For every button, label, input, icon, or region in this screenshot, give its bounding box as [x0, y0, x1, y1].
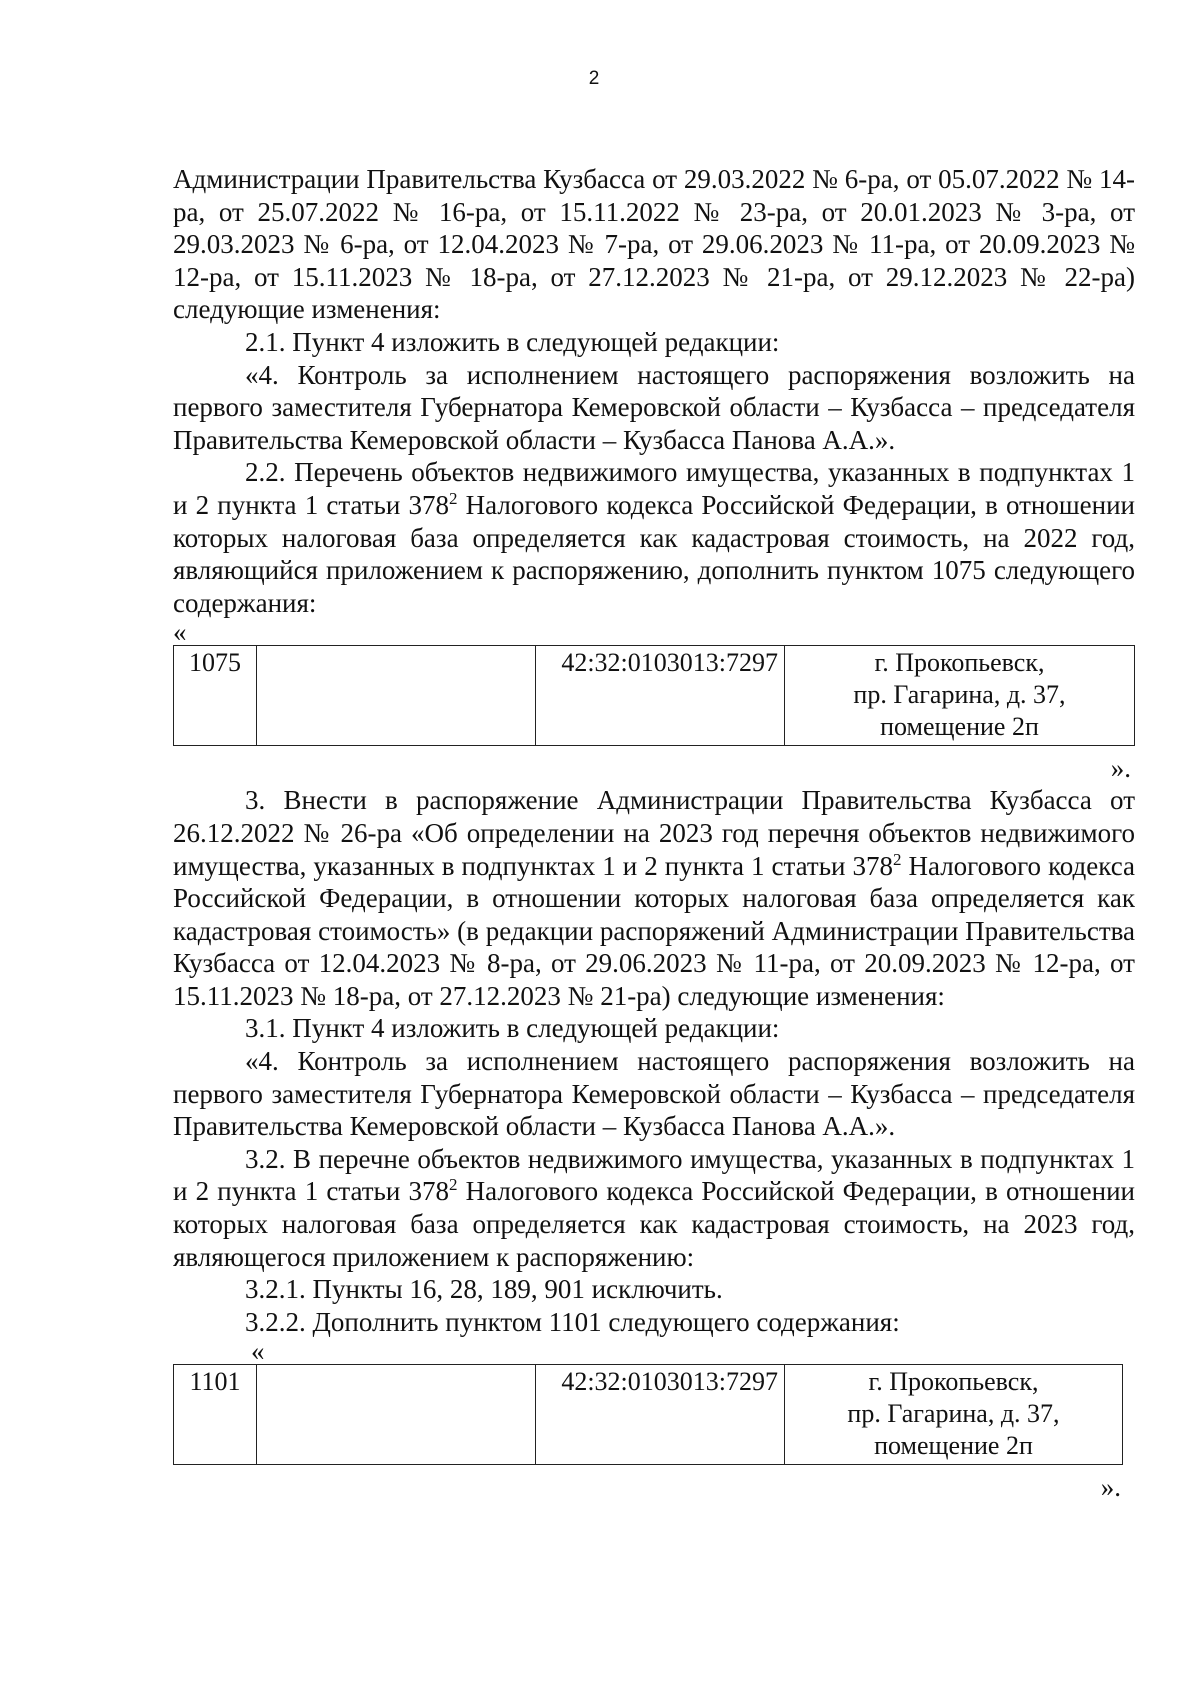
cell-number: 1075 [174, 646, 257, 746]
address-line: г. Прокопьевск, [868, 1367, 1039, 1397]
page-number: 2 [588, 68, 600, 89]
paragraph-3-1: 3.1. Пункт 4 изложить в следующей редакции: [245, 1013, 780, 1044]
address-line: пр. Гагарина, д. 37, [853, 680, 1066, 710]
quote-open-1: « [173, 617, 187, 648]
paragraph-3-2 [173, 1143, 1135, 1273]
paragraph-3-2-1: 3.2.1. Пункты 16, 28, 189, 901 исключить. [245, 1274, 723, 1305]
paragraph-amendments-intro: Администрации Правительства Кузбасса от 29.03.2022 № 6-ра, от 05.07.2022 № 14-ра, от 25.07.2022 № 16-ра, от 15.11.2022 № 23-ра, от 20.01.2023 № 3-ра, от 29.03.2023 № 6-ра, от 12.04.2023 № 7-ра, от 29.06.2023 № 11-ра, от 20.09.2023 № 12-ра, от 15.11.2023 № 18-ра, от 27.12.2023 № 21-ра, от 29.12.2023 № 22-ра) следующие изменения: [173, 164, 1135, 325]
address-line: помещение 2п [874, 1431, 1033, 1461]
paragraph-3-2-2: 3.2.2. Дополнить пунктом 1101 следующего содержания: [245, 1306, 900, 1337]
paragraph-3-1-quote: «4. Контроль за исполнением настоящего распоряжения возложить на первого заместителя Губернатора Кемеровской области – Кузбасса – председателя Правительства Кемеровской области – Кузбасса Панова А.А.». [173, 1046, 1135, 1142]
paragraph-2-2-sup: 2 [448, 488, 458, 508]
cell-cadastral: 42:32:0103013:7297 [536, 1365, 785, 1465]
paragraph-3-text-a: 3. Внести в распоряжение Администрации Правительства Кузбасса от 26.12.2022 № 26-ра «Об определении на 2023 год перечня объектов недвижимого имущества, указанных в подпунктах 1 и 2 пункта 1 статьи 378 [173, 785, 1135, 881]
table-item-1075 [173, 645, 1135, 746]
paragraph-3-sup: 2 [892, 849, 902, 869]
address-line: пр. Гагарина, д. 37, [847, 1399, 1060, 1429]
paragraph-2-1: 2.1. Пункт 4 изложить в следующей редакции: [245, 326, 780, 357]
quote-open-2: « [251, 1336, 265, 1367]
address-line: г. Прокопьевск, [874, 648, 1045, 678]
quote-close-2: ». [1100, 1472, 1121, 1503]
cell-number: 1101 [174, 1365, 257, 1465]
cell-address [785, 1365, 1123, 1465]
paragraph-2-2-text-a: 2.2. Перечень объектов недвижимого имущества, указанных в подпунктах 1 и 2 пункта 1 статьи 378 [173, 457, 1135, 520]
table-row [174, 1365, 1123, 1465]
paragraph-3 [173, 784, 1135, 1012]
paragraph-3-2-sup: 2 [448, 1175, 458, 1195]
cell-address [785, 646, 1135, 746]
paragraph-3-2-text-b: Налогового кодекса Российской Федерации, в отношении которых налоговая база определяется как кадастровая стоимость, на 2023 год, являющегося приложением к распоряжению: [173, 1176, 1135, 1272]
paragraph-3-text-b: Налогового кодекса Российской Федерации, в отношении которых налоговая база определяется как кадастровая стоимость» (в редакции распоряжений Администрации Правительства Кузбасса от 12.04.2023 № 8-ра, от 29.06.2023 № 11-ра, от 20.09.2023 № 12-ра, от 15.11.2023 № 18-ра, от 27.12.2023 № 21-ра) следующие изменения: [173, 850, 1135, 1011]
table-item-1101 [173, 1364, 1123, 1465]
address-line: помещение 2п [880, 712, 1039, 742]
paragraph-2-2 [173, 456, 1135, 619]
table-row [174, 646, 1135, 746]
paragraph-3-2-text-a: 3.2. В перечне объектов недвижимого имущества, указанных в подпунктах 1 и 2 пункта 1 статьи 378 [173, 1143, 1135, 1207]
paragraph-2-2-text-b: Налогового кодекса Российской Федерации, в отношении которых налоговая база определяется как кадастровая стоимость, на 2022 год, являющийся приложением к распоряжению, дополнить пунктом 1075 следующего содержания: [173, 489, 1135, 618]
cell-blank [257, 1365, 536, 1465]
quote-close-1: ». [1110, 753, 1131, 784]
paragraph-2-1-quote: «4. Контроль за исполнением настоящего распоряжения возложить на первого заместителя Губернатора Кемеровской области – Кузбасса – председателя Правительства Кемеровской области – Кузбасса Панова А.А.». [173, 359, 1135, 455]
cell-cadastral: 42:32:0103013:7297 [536, 646, 785, 746]
document-body [173, 163, 1135, 1503]
cell-blank [257, 646, 536, 746]
